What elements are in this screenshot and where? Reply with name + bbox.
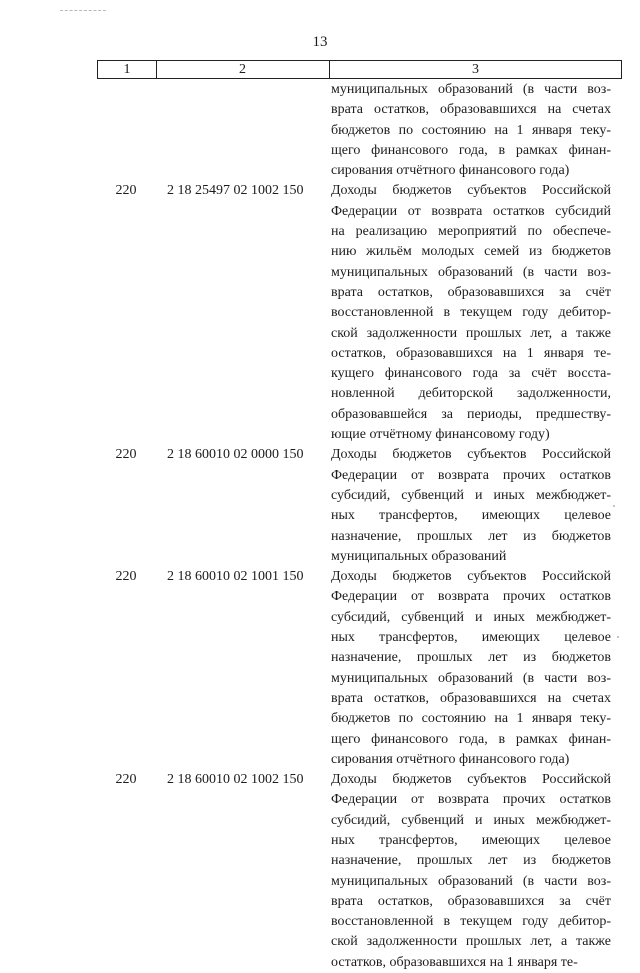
description-line: ных трансфертов, имеющих целевое — [331, 630, 611, 646]
description-line: Федерации от возврата остатков субсидий — [331, 203, 611, 219]
description-line: Федерации от возврата прочих остатков — [331, 589, 611, 605]
description-line: сирования отчётного финансового года) — [331, 751, 570, 767]
description-line: нию жильём молодых семей из бюджетов — [331, 244, 611, 260]
description-line: назначение, прошлых лет из бюджетов — [331, 853, 611, 869]
description-line: Федерации от возврата прочих остатков — [331, 467, 611, 483]
budget-classification-code: 2 18 25497 02 1002 150 — [167, 183, 304, 199]
description-line: остатков, образовавшихся на 1 января те- — [331, 954, 578, 970]
description-line: остатков, образовавшихся на 1 января те- — [331, 345, 611, 361]
description-line: образовавшейся за периоды, предшеству- — [331, 406, 611, 422]
description-line: субсидий, субвенций и иных межбюджет- — [331, 487, 611, 503]
table-row — [0, 770, 640, 973]
description-line: муниципальных образований (в части воз- — [331, 264, 611, 280]
description-line: щего финансового года, в рамках финан- — [331, 731, 611, 747]
header-col-2: 2 — [239, 62, 246, 77]
budget-classification-code: 2 18 60010 02 1002 150 — [167, 772, 304, 788]
description-line: щего финансового года, в рамках финан- — [331, 142, 611, 158]
income-description — [331, 770, 611, 973]
table-row — [0, 181, 640, 445]
description-line: ных трансфертов, имеющих целевое — [331, 832, 611, 848]
budget-classification-code: 2 18 60010 02 1001 150 — [167, 569, 304, 585]
income-description — [331, 80, 611, 181]
table-row — [0, 80, 640, 181]
description-line: Доходы бюджетов субъектов Российской — [331, 183, 611, 199]
description-line: муниципальных образований (в части воз- — [331, 873, 611, 889]
description-line: бюджетов по состоянию на 1 января теку- — [331, 122, 611, 138]
income-description — [331, 567, 611, 770]
description-line: на реализацию мероприятий по обеспече- — [331, 224, 611, 240]
admin-code: 220 — [115, 183, 137, 199]
description-line: Доходы бюджетов субъектов Российской — [331, 569, 611, 585]
page-number: 13 — [312, 34, 328, 50]
description-line: восстановленной в текущем году дебитор- — [331, 305, 611, 321]
description-line: кущего финансового года за счёт восста- — [331, 366, 611, 382]
income-description — [331, 445, 611, 567]
description-line: субсидий, субвенций и иных межбюджет- — [331, 812, 611, 828]
description-line: Доходы бюджетов субъектов Российской — [331, 447, 611, 463]
description-line: ской задолженности прошлых лет, а также — [331, 325, 611, 341]
description-line: назначение, прошлых лет из бюджетов — [331, 528, 611, 544]
admin-code: 220 — [115, 569, 137, 585]
description-line: врата остатков, образовавшихся на счетах — [331, 102, 611, 118]
description-line: Федерации от возврата прочих остатков — [331, 792, 611, 808]
description-line: ющие отчётному финансовому году) — [331, 427, 550, 443]
budget-classification-code: 2 18 60010 02 0000 150 — [167, 447, 304, 463]
description-line: врата остатков, образовавшихся за счёт — [331, 284, 611, 300]
table-body — [0, 80, 640, 973]
description-line: ской задолженности прошлых лет, а также — [331, 934, 611, 950]
scan-artifact-line — [60, 10, 106, 12]
table-header — [97, 60, 622, 79]
description-line: назначение, прошлых лет из бюджетов — [331, 650, 611, 666]
description-line: сирования отчётного финансового года) — [331, 163, 570, 179]
description-line: муниципальных образований — [331, 548, 507, 564]
header-col-1: 1 — [123, 62, 131, 77]
description-line: ных трансфертов, имеющих целевое — [331, 508, 611, 524]
header-col-3: 3 — [472, 62, 479, 77]
description-line: муниципальных образований (в части воз- — [331, 670, 611, 686]
admin-code: 220 — [115, 447, 137, 463]
admin-code: 220 — [115, 772, 137, 788]
description-line: врата остатков, образовавшихся на счетах — [331, 690, 611, 706]
description-line: врата остатков, образовавшихся за счёт — [331, 893, 611, 909]
table-row — [0, 445, 640, 567]
description-line: субсидий, субвенций и иных межбюджет- — [331, 609, 611, 625]
income-description — [331, 181, 611, 445]
description-line: бюджетов по состоянию на 1 января теку- — [331, 711, 611, 727]
description-line: новленной дебиторской задолженности, — [331, 386, 611, 402]
description-line: восстановленной в текущем году дебитор- — [331, 914, 611, 930]
table-row — [0, 567, 640, 770]
description-line: муниципальных образований (в части воз- — [331, 82, 611, 97]
description-line: Доходы бюджетов субъектов Российской — [331, 772, 611, 788]
